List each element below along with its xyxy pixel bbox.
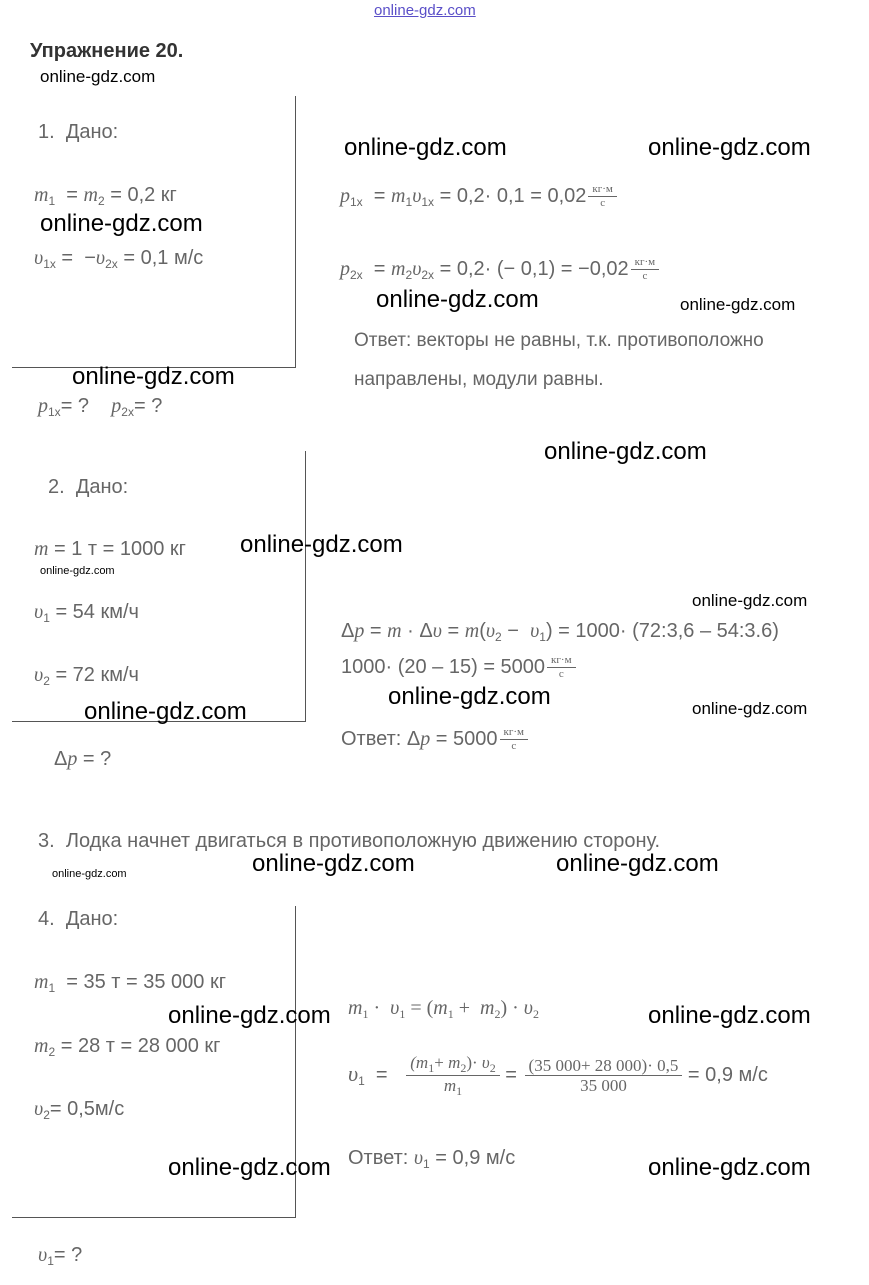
watermark: online-gdz.com bbox=[648, 1154, 811, 1181]
given-divider-horizontal bbox=[12, 1217, 296, 1218]
watermark: online-gdz.com bbox=[376, 286, 539, 313]
watermark: online-gdz.com bbox=[168, 1002, 331, 1029]
watermark-top[interactable]: online-gdz.com bbox=[374, 2, 476, 19]
ex2-calc-line-2: 1000· (20 – 15) = 5000 $\frac{кг\cdot м}{с}$ bbox=[341, 655, 576, 680]
ex2-unknown: Δp = ? bbox=[54, 748, 112, 770]
watermark: online-gdz.com bbox=[692, 699, 808, 718]
ex4-answer: Ответ: $\upsilon_1 = 0,9$ м/с bbox=[348, 1147, 516, 1171]
ex1-given-label: 1. Дано: bbox=[38, 121, 119, 143]
ex2-velocity-2: $\upsilon_2 = 72$ км/ч bbox=[34, 664, 139, 688]
ex1-momentum-1: $p_{1x} = m_1\upsilon_{1x} = 0,2\cdot 0,1 = 0,02$ $\frac{кг\cdot м}{с}$ bbox=[340, 184, 617, 209]
ex1-answer-line-2: направлены, модули равны. bbox=[354, 369, 604, 390]
watermark: online-gdz.com bbox=[72, 363, 235, 390]
watermark: online-gdz.com bbox=[52, 868, 127, 880]
watermark: online-gdz.com bbox=[252, 850, 415, 877]
ex4-mass-1: $m_1 = 35$ т = 35 000 кг bbox=[34, 971, 227, 995]
watermark: online-gdz.com bbox=[40, 210, 203, 237]
ex1-momentum-2: $p_{2x} = m_2\upsilon_{2x} = 0,2\cdot$ (− 0,1) = −0,02 $\frac{кг\cdot м}{с}$ bbox=[340, 257, 659, 282]
watermark: online-gdz.com bbox=[40, 565, 115, 577]
ex4-unknown: $\upsilon_1=$ ? bbox=[38, 1244, 83, 1268]
watermark: online-gdz.com bbox=[648, 1002, 811, 1029]
watermark: online-gdz.com bbox=[544, 438, 707, 465]
ex4-velocity-2: $\upsilon_2= 0,5м/с$ bbox=[34, 1098, 125, 1122]
watermark: online-gdz.com bbox=[388, 683, 551, 710]
given-divider-vertical bbox=[305, 451, 306, 722]
watermark: online-gdz.com bbox=[240, 531, 403, 558]
watermark: online-gdz.com bbox=[556, 850, 719, 877]
ex3-answer: 3. Лодка начнет двигаться в противоположную движению сторону. bbox=[38, 830, 661, 852]
ex1-unknown: $p_{1x}=$ ? $p_{2x}=$ ? bbox=[38, 395, 163, 419]
ex4-conservation-equation: $m_1 \cdot \upsilon_1 = (m_1 + m_2) \cdot \upsilon_2$ bbox=[348, 997, 539, 1021]
watermark: online-gdz.com bbox=[680, 295, 796, 314]
watermark: online-gdz.com bbox=[692, 591, 808, 610]
ex2-calc-line-1: $\Delta p = m \cdot \Delta\upsilon = m(\upsilon_2 - \upsilon_1) = 1000\cdot$ (72:3,6 – 54:3.6) bbox=[341, 620, 779, 644]
ex4-solution: $\upsilon_1$ = $\frac{(m_1+ m_2)\cdot \upsilon_2}{m_1}$ = $\frac{(35 000+ 28 000)\cdot 0,5}{35 000}$ = 0,9 м/с bbox=[348, 1053, 768, 1098]
watermark: online-gdz.com bbox=[40, 67, 156, 86]
ex2-given-label: 2. Дано: bbox=[48, 476, 129, 498]
page-title: Упражнение 20. bbox=[30, 40, 184, 62]
watermark: online-gdz.com bbox=[344, 134, 507, 161]
ex1-mass: $m_1 = m_2 = 0,2$ кг bbox=[34, 184, 177, 208]
ex2-mass: m = 1 т = 1000 кг bbox=[34, 538, 186, 560]
ex4-mass-2: $m_2 = 28$ т = 28 000 кг bbox=[34, 1035, 221, 1059]
ex1-answer-line-1: Ответ: векторы не равны, т.к. противоположно bbox=[354, 330, 764, 351]
watermark: online-gdz.com bbox=[648, 134, 811, 161]
ex4-given-label: 4. Дано: bbox=[38, 908, 119, 930]
watermark: online-gdz.com bbox=[84, 698, 247, 725]
ex2-answer: Ответ: Δp = 5000 $\frac{кг\cdot м}{с}$ bbox=[341, 727, 528, 752]
given-divider-vertical bbox=[295, 96, 296, 368]
ex1-velocity: $\upsilon_{1x} = -\upsilon_{2x} = 0,1$ м/с bbox=[34, 247, 204, 271]
watermark: online-gdz.com bbox=[168, 1154, 331, 1181]
ex2-velocity-1: $\upsilon_1 = 54$ км/ч bbox=[34, 601, 139, 625]
